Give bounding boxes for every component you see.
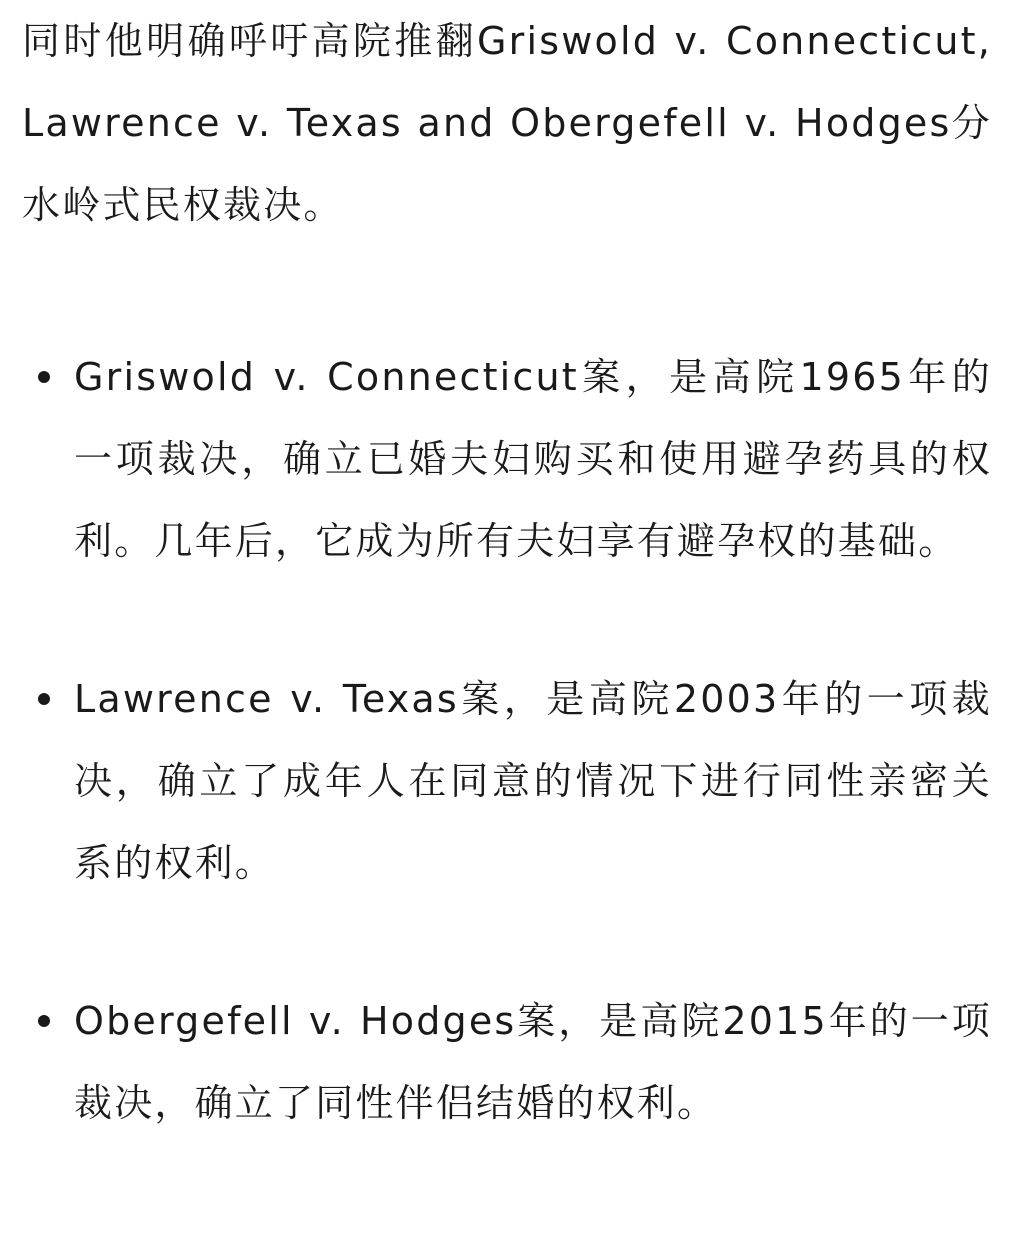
ruling-list: [22, 336, 992, 1144]
list-item: [22, 980, 992, 1144]
list-item: [22, 336, 992, 582]
article-body: [22, 0, 992, 1144]
list-item-text: Obergefell v. Hodges案，是高院2015年的一项裁决，确立了同性伴侣结婚的权利。: [74, 999, 992, 1125]
bullet-icon: [38, 693, 50, 705]
bullet-icon: [38, 1015, 50, 1027]
bullet-icon: [38, 371, 50, 383]
list-item-text: Griswold v. Connecticut案，是高院1965年的一项裁决，确立已婚夫妇购买和使用避孕药具的权利。几年后，它成为所有夫妇享有避孕权的基础。: [74, 355, 992, 563]
intro-paragraph: 同时他明确呼吁高院推翻Griswold v. Connecticut, Lawrence v. Texas and Obergefell v. Hodges分水岭式民权裁决。: [22, 19, 992, 227]
list-item: [22, 658, 992, 904]
list-item-text: Lawrence v. Texas案，是高院2003年的一项裁决，确立了成年人在同意的情况下进行同性亲密关系的权利。: [74, 677, 992, 885]
